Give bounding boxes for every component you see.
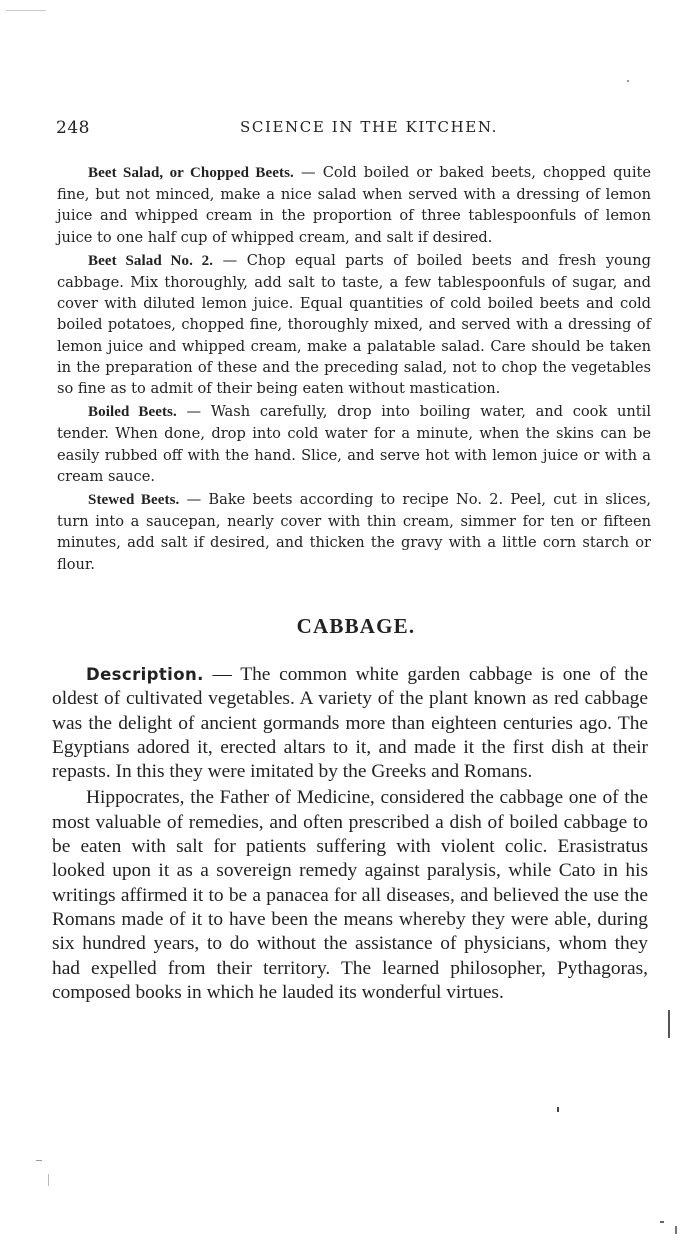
page-number: 248: [56, 118, 90, 138]
recipe-body: — Wash carefully, drop into boiling water, and cook until tender. When done, drop into cold water for a minute, when the skins can be easily rubbed off with the hand. Slice, and serve hot with lemon juice or with a cream sauce.: [57, 403, 651, 485]
paragraph-body: Hippocrates, the Father of Medicine, considered the cabbage one of the most valuable of remedies, and often prescribed a dish of boiled cabbage to be eaten with salt for patients suffering with violent colic. Erasistratus looked upon it as a sovereign remedy against paralysis, while Cato in his writings affirmed it to be a panacea for all diseases, and believed the use the Romans made of it to have been the means whereby they were able, during six hundred years, to do without the assistance of physicians, whom they had expelled from their territory. The learned philosopher, Pythagoras, composed books in which he lauded its wonderful virtues.: [52, 787, 648, 1003]
body-paragraph: [52, 786, 648, 1005]
running-title: SCIENCE IN THE KITCHEN.: [240, 118, 498, 136]
recipe-body: — Cold boiled or baked beets, chopped quite fine, but not minced, make a nice salad when served with a dressing of lemon juice and whipped cream in the proportion of three tablespoonfuls of lemon juice to one half cup of whipped cream, and salt if desired.: [57, 164, 651, 246]
scan-speck: [36, 1160, 42, 1161]
running-head: [56, 118, 656, 140]
scan-speck: [557, 1107, 559, 1112]
scan-speck: [48, 1174, 49, 1186]
body-paragraph: [52, 663, 648, 784]
scan-speck: [6, 10, 46, 11]
scan-speck: [627, 80, 629, 82]
recipe-body: — Chop equal parts of boiled beets and fresh young cabbage. Mix thoroughly, add salt to taste, a few tablespoonfuls of sugar, and cover with diluted lemon juice. Equal quantities of cold boiled beets and cold boiled potatoes, chopped fine, thoroughly mixed, and served with a dressing of lemon juice and whipped cream, make a palatable salad. Care should be taken in the preparation of these and the preceding salad, not to chop the vegetables so fine as to admit of their being eaten without mastication.: [57, 251, 651, 398]
beet-recipes: [57, 162, 651, 575]
scan-speck: [668, 1010, 670, 1038]
recipe-paragraph: [57, 250, 651, 399]
recipe-paragraph: [57, 489, 651, 575]
recipe-body: — Bake beets according to recipe No. 2. Peel, cut in slices, turn into a saucepan, nearly cover with thin cream, simmer for ten or fifteen minutes, add salt if desired, and thicken the gravy with a little corn starch or flour.: [57, 491, 652, 573]
recipe-paragraph: [57, 401, 651, 487]
section-heading: CABBAGE.: [296, 614, 416, 638]
paragraph-body: — The common white garden cabbage is one of the oldest of cultivated vegetables. A variety of the plant known as red cabbage was the delight of ancient gormands more than eighteen centuries ago. The Egyptians adored it, erected altars to it, and made it the first dish at their repasts. In this they were imitated by the Greeks and Romans.: [52, 664, 648, 783]
cabbage-description: [52, 663, 648, 1005]
scan-speck: [675, 1226, 677, 1234]
recipe-title: Boiled Beets.: [88, 404, 177, 421]
scan-speck: [660, 1221, 664, 1223]
recipe-title: Beet Salad No. 2.: [88, 252, 214, 269]
recipe-paragraph: [57, 162, 651, 248]
recipe-title: Beet Salad, or Chopped Beets.: [88, 165, 294, 181]
recipe-title: Stewed Beets.: [88, 492, 180, 509]
paragraph-lead: Description.: [86, 665, 204, 684]
